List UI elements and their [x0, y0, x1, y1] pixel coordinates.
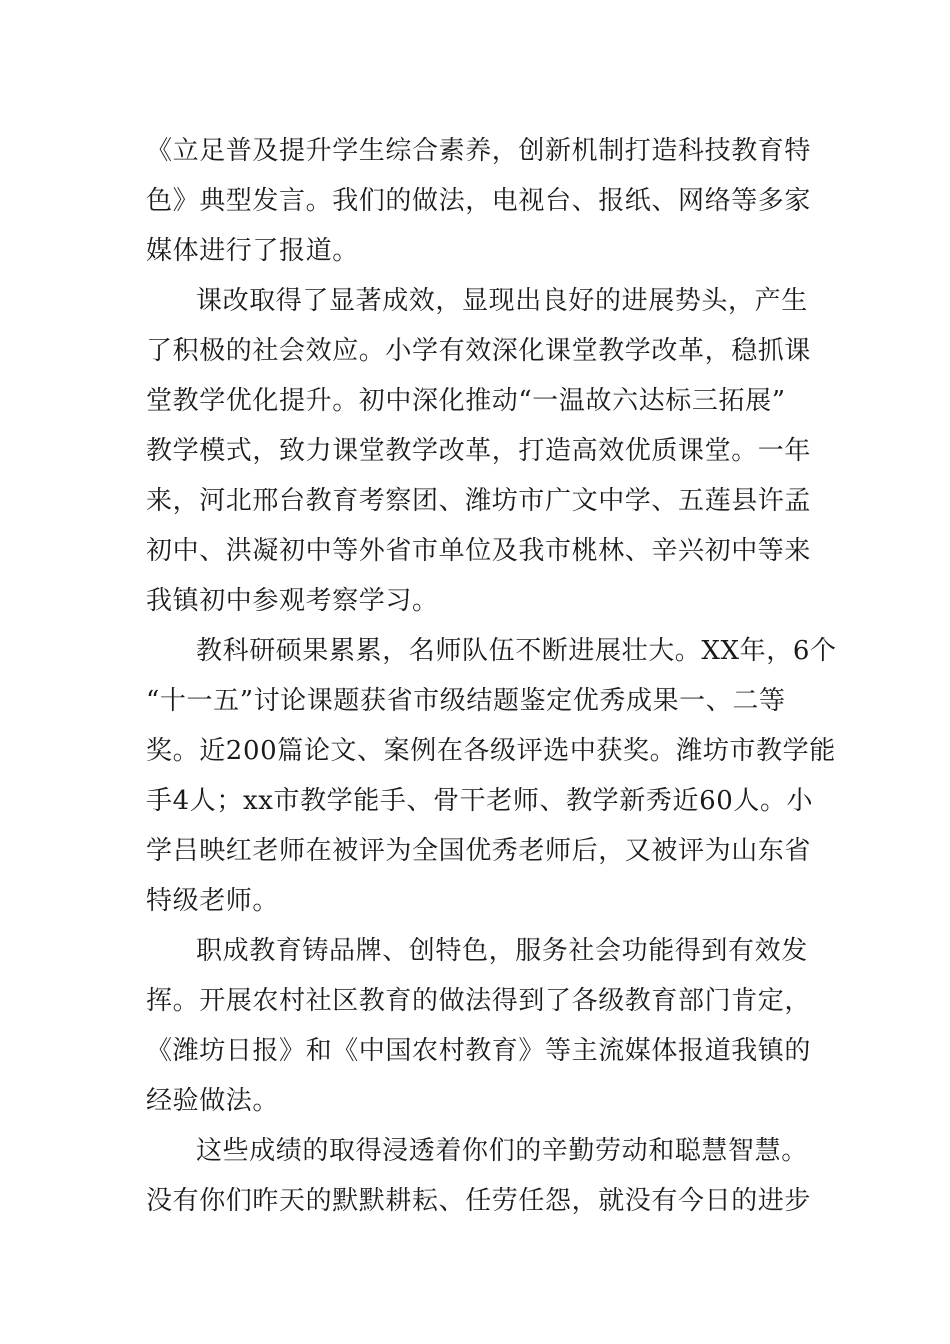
- text-line: 经验做法。: [146, 1086, 280, 1116]
- text-line: 教学模式，致力课堂教学改革，打造高效优质课堂。一年: [146, 436, 812, 466]
- text-line: 《潍坊日报》和《中国农村教育》等主流媒体报道我镇的: [146, 1036, 812, 1066]
- paragraph-start-line: 职成教育铸品牌、创特色，服务社会功能得到有效发: [196, 936, 808, 966]
- text-line: 挥。开展农村社区教育的做法得到了各级教育部门肯定，: [146, 986, 812, 1016]
- text-line: “十一五”讨论课题获省市级结题鉴定优秀成果一、二等: [146, 686, 786, 716]
- paragraph-start-line: 课改取得了显著成效，显现出良好的进展势头，产生: [196, 286, 808, 316]
- text-line: 特级老师。: [146, 886, 280, 916]
- text-line: 我镇初中参观考察学习。: [146, 586, 439, 616]
- paragraph-start-line: 这些成绩的取得浸透着你们的辛勤劳动和聪慧智慧。: [196, 1136, 808, 1166]
- text-line: 来，河北邢台教育考察团、潍坊市广文中学、五莲县许孟: [146, 486, 812, 516]
- paragraph-start-line: 教科研硕果累累，名师队伍不断进展壮大。XX年，6个: [196, 636, 837, 666]
- text-line: 学吕映红老师在被评为全国优秀老师后，又被评为山东省: [146, 836, 812, 866]
- text-line: 媒体进行了报道。: [146, 236, 359, 266]
- text-line: 色》典型发言。我们的做法，电视台、报纸、网络等多家: [146, 186, 812, 216]
- text-line: 没有你们昨天的默默耕耘、任劳任怨，就没有今日的进步: [146, 1186, 812, 1216]
- text-line: 了积极的社会效应。小学有效深化课堂教学改革，稳抓课: [146, 336, 812, 366]
- text-line: 初中、洪凝初中等外省市单位及我市桃林、辛兴初中等来: [146, 536, 812, 566]
- text-line: 堂教学优化提升。初中深化推动“一温故六达标三拓展”: [146, 386, 786, 416]
- text-line: 奖。近200篇论文、案例在各级评选中获奖。潍坊市教学能: [146, 736, 836, 766]
- text-line: 手4人；xx市教学能手、骨干老师、教学新秀近60人。小: [146, 786, 814, 816]
- text-line: 《立足普及提升学生综合素养，创新机制打造科技教育特: [146, 136, 812, 166]
